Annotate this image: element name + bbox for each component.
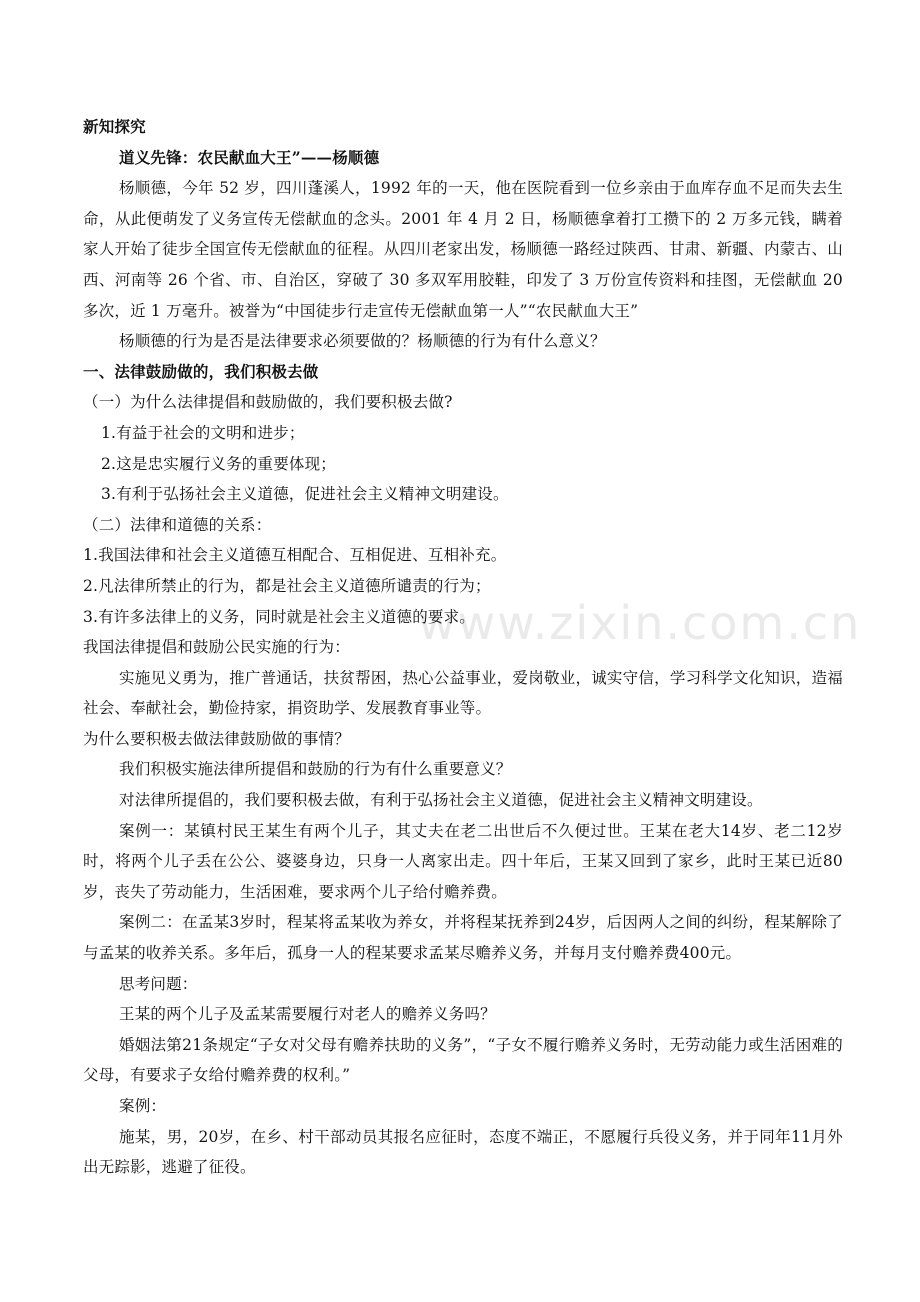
reason-item: 2.这是忠实履行义务的重要体现；: [101, 454, 336, 473]
story-body: 杨顺德，今年 52 岁，四川蓬溪人，1992 年的一天，他在医院看到一位乡亲由于血库存血不足而失去生命，从此便萌发了义务宣传无偿献血的念头。2001 年 4 月 2 日，杨顺德拿着打工攒下的 2 万多元钱，瞒着家人开始了徒步全国宣传无偿献血的征程。从四川老家出发，杨顺德一路经过陕西、甘肃、新疆、内蒙古、山西、河南等 26 个省、市、自治区，穿破了 30 多双军用胶鞋，印发了 3 万份宣传资料和挂图，无偿献血 20 多次，近 1 万毫升。被誉为“中国徒步行走宣传无偿献血第一人”“农民献血大王”: [83, 179, 843, 320]
section-title: 新知探究: [83, 117, 146, 136]
watermark: www.zixin.com.cn: [418, 596, 862, 650]
case-one: 案例一：某镇村民王某生有两个儿子，其丈夫在老二出世后不久便过世。王某在老大14岁、老二12岁时，将两个儿子丢在公公、婆婆身边，只身一人离家出走。四十年后，王某又回到了家乡，此时王某已近80岁，丧失了劳动能力，生活困难，要求两个儿子给付赡养费。: [83, 821, 843, 901]
reason-item: 1.有益于社会的文明和进步；: [101, 423, 305, 442]
reason-item: 3.有利于弘扬社会主义道德，促进社会主义精神文明建设。: [101, 485, 509, 504]
encourage-intro: 我国法律提倡和鼓励公民实施的行为：: [83, 638, 350, 657]
think-question: 王某的两个儿子及孟某需要履行对老人的赡养义务吗？: [119, 1005, 496, 1024]
relation-item: 2.凡法律所禁止的行为，都是社会主义道德所谴责的行为；: [83, 576, 491, 595]
relation-item: 3.有许多法律上的义务，同时就是社会主义道德的要求。: [83, 607, 475, 626]
case-three: 施某，男，20岁，在乡、村干部动员其报名应征时，态度不端正，不愿履行兵役义务，并于同年11月外出无踪影，逃避了征役。: [83, 1127, 843, 1177]
subheading-law-morality: （二）法律和道德的关系：: [83, 515, 272, 534]
relation-item: 1.我国法律和社会主义道德互相配合、互相促进、互相补充。: [83, 546, 507, 565]
story-question: 杨顺德的行为是否是法律要求必须要做的？杨顺德的行为有什么意义？: [119, 332, 606, 351]
meaning-question: 我们积极实施法律所提倡和鼓励的行为有什么重要意义？: [119, 760, 512, 779]
case-label: 案例：: [119, 1097, 167, 1115]
case-two: 案例二：在孟某3岁时，程某将孟某收为养女，并将程某抚养到24岁，后因两人之间的纠纷，程某解除了与孟某的收养关系。多年后，孤身一人的程某要求孟某尽赡养义务，并每月支付赡养费400元。: [83, 913, 843, 963]
marriage-law-quote: 婚姻法第21条规定“子女对父母有赡养扶助的义务”，“子女不履行赡养义务时，无劳动能力或生活困难的父母，有要求子女给付赡养费的权利。”: [83, 1035, 843, 1085]
subheading-why-encouraged: （一）为什么法律提倡和鼓励做的，我们要积极去做?: [83, 393, 453, 412]
encourage-list: 实施见义勇为，推广普通话，扶贫帮困，热心公益事业，爱岗敬业，诚实守信，学习科学文化知识，造福社会、奉献社会，勤俭持家，捐资助学、发展教育事业等。: [83, 668, 843, 718]
document-body: [83, 112, 843, 1183]
why-question: 为什么要积极去做法律鼓励做的事情？: [83, 729, 350, 748]
think-label: 思考问题：: [119, 974, 198, 993]
meaning-answer: 对法律所提倡的，我们要积极去做，有利于弘扬社会主义道德，促进社会主义精神文明建设。: [119, 791, 763, 810]
heading-encouraged-actions: 一、法律鼓励做的，我们积极去做: [83, 361, 319, 381]
story-title: 道义先锋：农民献血大王”——杨顺德: [119, 147, 380, 167]
